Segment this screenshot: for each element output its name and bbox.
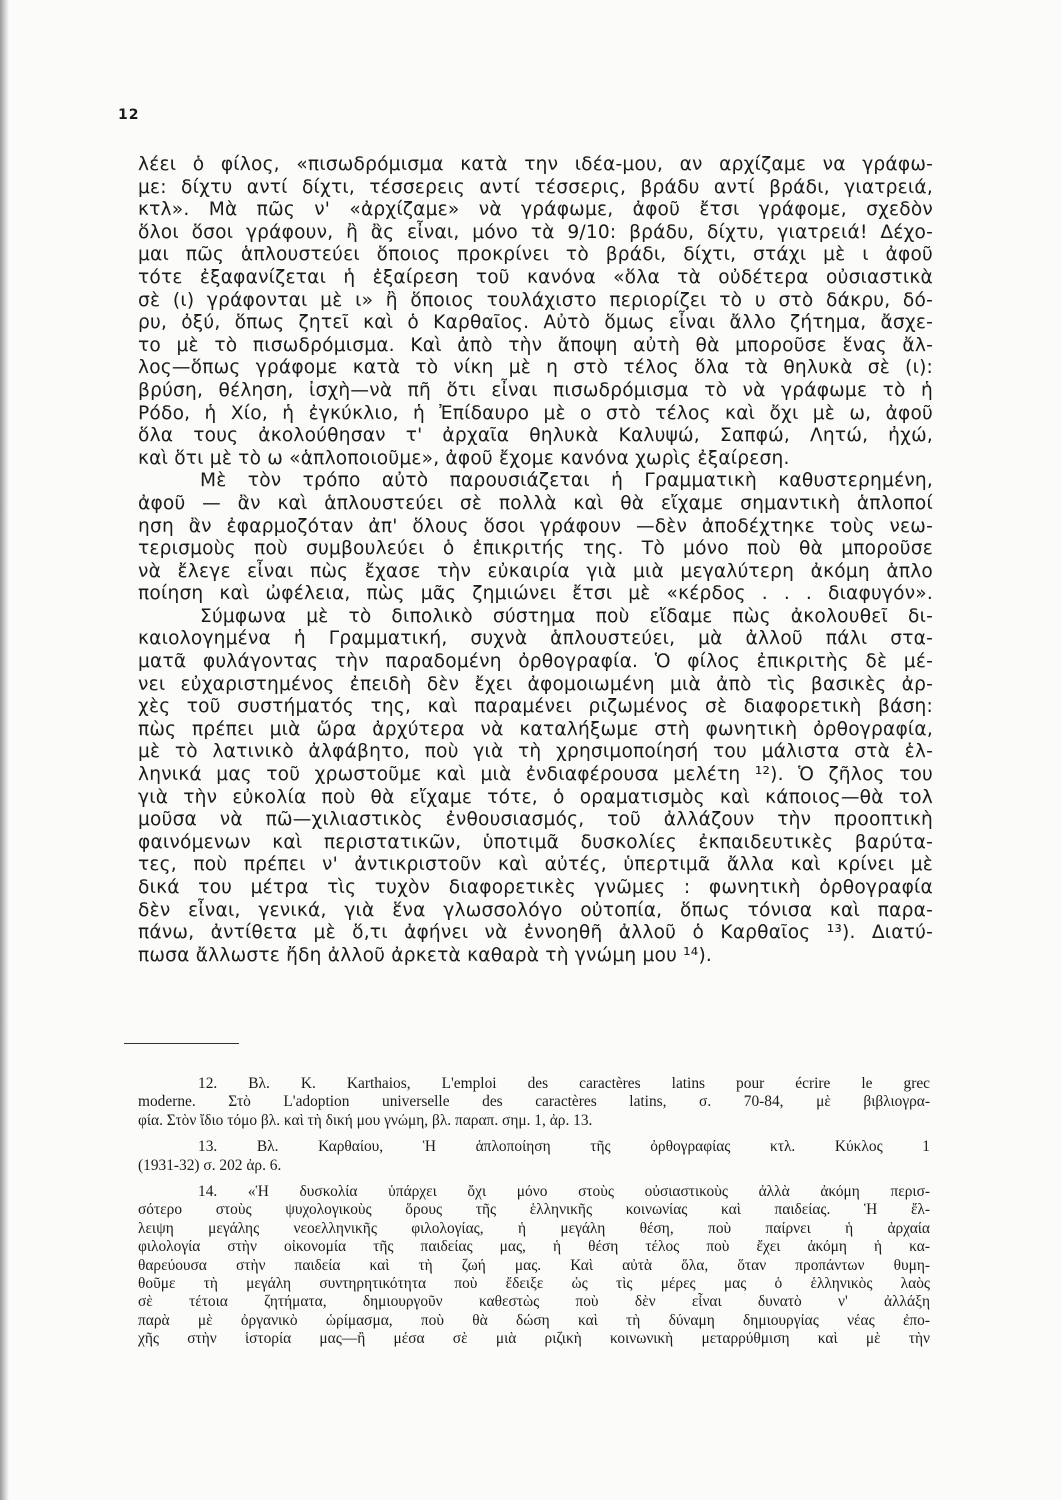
body-line: τερισμοὺς ποὺ συμβουλεύει ὁ ἐπικριτής της. Τὸ μόνο ποὺ θὰ μποροῦσε xyxy=(138,538,933,560)
footnote-line: moderne. Στὸ L'adoption universelle des caractères latins, σ. 70-84, μὲ βιβλιογρα- xyxy=(138,1093,930,1111)
body-line: χὲς τοῦ συστήματός της, καὶ παραμένει ριζωμένος σὲ διαφορετικὴ βάση: xyxy=(138,696,933,718)
footnote-line: 14. «Ἡ δυσκολία ὑπάρχει ὄχι μόνο στοὺς οὐσιαστικοὺς ἀλλὰ ἀκόμη περισ- xyxy=(198,1182,930,1200)
footnote-line: χῆς στὴν ἱστορία μας—ἢ μέσα σὲ μιὰ ριζικὴ κοινωνικὴ μεταρρύθμιση καὶ μὲ τὴν xyxy=(138,1330,930,1348)
body-line: ὅλοι ὅσοι γράφουν, ἢ ἂς εἶναι, μόνο τὰ 9/10: βράδυ, δίχτυ, γιατρειά! Δέχο- xyxy=(138,221,933,243)
footnote-line: λειψη μεγάλης νεοελληνικῆς φιλολογίας, ἡ μεγάλη θέση, ποὺ παίρνει ἡ ἀρχαία xyxy=(138,1219,930,1237)
body-line: ληνικά μας τοῦ χρωστοῦμε καὶ μιὰ ἐνδιαφέρουσα μελέτη ¹²). Ὁ ζῆλος του xyxy=(138,764,933,786)
body-text xyxy=(138,154,933,967)
body-line: νει εὐχαριστημένος ἐπειδὴ δὲν ἔχει ἀφομοιωμένη μιὰ ἀπὸ τὶς βασικὲς ἀρ- xyxy=(138,673,933,695)
body-line: πὼς πρέπει μιὰ ὥρα ἀρχύτερα νὰ καταλήξωμε στὴ φωνητικὴ ὀρθογραφία, xyxy=(138,718,933,740)
body-line: με: δίχτυ αντί δίχτι, τέσσερεις αντί τέσσερις, βράδυ αντί βράδι, γιατρειά, xyxy=(138,176,933,198)
footnote-line: σότερο στοὺς ψυχολογικοὺς ὅρους τῆς ἑλληνικῆς κοινωνίας καὶ παιδείας. Ἡ ἔλ- xyxy=(138,1201,930,1219)
footnote-line: φία. Στὸν ἴδιο τόμο βλ. καὶ τὴ δική μου γνώμη, βλ. παραπ. σημ. 1, ἀρ. 13. xyxy=(138,1111,593,1129)
footnote-line: σὲ τέτοια ζητήματα, δημιουργοῦν καθεστὼς ποὺ δὲν εἶναι δυνατὸ ν' ἀλλάξη xyxy=(138,1293,930,1311)
body-line: φαινόμενων καὶ περιστατικῶν, ὑποτιμᾶ δυσκολίες ἐκπαιδευτικὲς βαρύτα- xyxy=(138,831,933,853)
body-line: ηση ἂν ἐφαρμοζόταν ἀπ' ὅλους ὅσοι γράφουν —δὲν ἀποδέχτηκε τοὺς νεω- xyxy=(138,515,933,537)
footnote-14 xyxy=(138,1183,930,1349)
body-line: Σύμφωνα μὲ τὸ διπολικὸ σύστημα ποὺ εἴδαμε πὼς ἀκολουθεῖ δι- xyxy=(200,605,933,627)
footnote-line: 13. Βλ. Καρθαίου, Ἡ ἁπλοποίηση τῆς ὀρθογραφίας κτλ. Κύκλος 1 xyxy=(198,1138,930,1156)
body-line: καὶ ὅτι μὲ τὸ ω «ἁπλοποιοῦμε», ἀφοῦ ἔχομε κανόνα χωρὶς ἐξαίρεση. xyxy=(138,447,790,469)
body-line: Ρόδο, ἡ Χίο, ἡ ἐγκύκλιο, ἡ Ἐπίδαυρο μὲ ο στὸ τέλος καὶ ὄχι μὲ ω, ἀφοῦ xyxy=(138,402,933,424)
body-line: τες, ποὺ πρέπει ν' ἀντικριστοῦν καὶ αὐτές, ὑπερτιμᾶ ἄλλα καὶ κρίνει μὲ xyxy=(138,854,933,876)
page-number: 12 xyxy=(118,107,140,123)
footnotes xyxy=(138,1075,930,1348)
footnote-line: θαρεύουσα στὴν παιδεία καὶ τὴ ζωή μας. Καὶ αὐτὰ ὅλα, ὅταν προπάντων θυμη- xyxy=(138,1256,930,1274)
body-line: τότε ἐξαφανίζεται ἡ ἐξαίρεση τοῦ κανόνα «ὅλα τὰ οὐδέτερα οὐσιαστικὰ xyxy=(138,266,933,288)
body-line: κτλ». Μὰ πῶς ν' «ἀρχίζαμε» νὰ γράφωμε, ἀφοῦ ἔτσι γράφομε, σχεδὸν xyxy=(138,199,933,221)
footnote-rule xyxy=(124,1043,239,1044)
footnote-line: (1931-32) σ. 202 ἀρ. 6. xyxy=(138,1156,282,1174)
body-line: ὅλα τους ἀκολούθησαν τ' ἀρχαῖα θηλυκὰ Καλυψώ, Σαπφώ, Λητώ, ἠχώ, xyxy=(138,425,933,447)
footnote-line: φιλολογία στὴν οἰκονομία τῆς παιδείας μας, ἡ θέση τέλος ποὺ ἔχει ἀκόμη ἡ κα- xyxy=(138,1238,930,1256)
body-line: μαι πῶς ἁπλουστεύει ὅποιος προκρίνει τὸ βράδι, δίχτι, στάχι μὲ ι ἀφοῦ xyxy=(138,244,933,266)
body-line: δικά του μέτρα τὶς τυχὸν διαφορετικὲς γνῶμες : φωνητικὴ ὀρθογραφία xyxy=(138,877,933,898)
body-line: καιολογημένα ἡ Γραμματική, συχνὰ ἁπλουστεύει, μὰ ἀλλοῦ πάλι στα- xyxy=(138,628,933,650)
body-line: λος—ὅπως γράφομε κατὰ τὸ νίκη μὲ η στὸ τέλος ὅλα τὰ θηλυκὰ σὲ (ι): xyxy=(138,357,933,379)
body-line: ρυ, ὀξύ, ὅπως ζητεῖ καὶ ὁ Καρθαῖος. Αὐτὸ ὅμως εἶναι ἄλλο ζήτημα, ἄσχε- xyxy=(138,312,933,334)
footnote-line: 12. Βλ. K. Karthaios, L'emploi des caractères latins pour écrire le grec xyxy=(198,1075,930,1092)
body-line: γιὰ τὴν εὐκολία ποὺ θὰ εἴχαμε τότε, ὁ οραματισμὸς καὶ κάποιος—θὰ τολ xyxy=(138,786,933,808)
body-line: πωσα ἄλλωστε ἤδη ἀλλοῦ ἀρκετὰ καθαρὰ τὴ γνώμη μου ¹⁴). xyxy=(138,944,713,966)
footnote-13 xyxy=(138,1138,930,1175)
body-line: πάνω, ἀντίθετα μὲ ὅ,τι ἀφήνει νὰ ἐννοηθῆ ἀλλοῦ ὁ Καρθαῖος ¹³). Διατύ- xyxy=(138,922,933,944)
body-line: ποίηση καὶ ὠφέλεια, πὼς μᾶς ζημιώνει ἔτσι μὲ «κέρδος . . . διαφυγόν». xyxy=(138,583,933,605)
body-line: βρύση, θέληση, ἰσχὴ—νὰ πῆ ὅτι εἶναι πισωδρόμισμα τὸ νὰ γράφωμε τὸ ἡ xyxy=(138,379,933,401)
footnote-12 xyxy=(138,1075,930,1130)
body-line: σὲ (ι) γράφονται μὲ ι» ἢ ὅποιος τουλάχιστο περιορίζει τὸ υ στὸ δάκρυ, δό- xyxy=(138,289,933,311)
body-line: λέει ὁ φίλος, «πισωδρόμισμα κατὰ την ιδέα-μου, αν αρχίζαμε να γράφω- xyxy=(138,154,933,175)
footnote-line: θοῦμε τὴ μεγάλη συντηρητικότητα ποὺ ἔδειξε ὡς τὶς μέρες μας ὁ ἑλληνικὸς λαὸς xyxy=(138,1274,930,1292)
body-line: δὲν εἶναι, γενικά, γιὰ ἕνα γλωσσολόγο οὐτοπία, ὅπως τόνισα καὶ παρα- xyxy=(138,899,933,921)
body-line: νὰ ἔλεγε εἶναι πὼς ἔχασε τὴν εὐκαιρία γιὰ μιὰ μεγαλύτερη ἀκόμη ἁπλο xyxy=(138,560,933,582)
page-edge-shadow xyxy=(0,0,9,1500)
footnote-line: παρὰ μὲ ὀργανικὸ ὡρίμασμα, ποὺ θὰ δώση καὶ τὴ δύναμη δημιουργίας νέας ἐπο- xyxy=(138,1311,930,1329)
body-line: το μὲ τὸ πισωδρόμισμα. Καὶ ἀπὸ τὴν ἄποψη αὐτὴ θὰ μποροῦσε ἕνας ἄλ- xyxy=(138,334,933,356)
body-line: Μὲ τὸν τρόπο αὐτὸ παρουσιάζεται ἡ Γραμματικὴ καθυστερημένη, xyxy=(200,470,933,492)
body-line: μοῦσα νὰ πῶ—χιλιαστικὸς ἐνθουσιασμός, τοῦ ἀλλάζουν τὴν προοπτικὴ xyxy=(138,809,933,831)
body-line: μὲ τὸ λατινικὸ ἀλφάβητο, ποὺ γιὰ τὴ χρησιμοποίησή του μάλιστα στὰ ἑλ- xyxy=(138,741,933,763)
body-line: ἀφοῦ — ἂν καὶ ἁπλουστεύει σὲ πολλὰ καὶ θὰ εἴχαμε σημαντικὴ ἁπλοποί xyxy=(138,492,933,514)
body-line: ματᾶ φυλάγοντας τὴν παραδομένη ὀρθογραφία. Ὁ φίλος ἐπικριτὴς δὲ μέ- xyxy=(138,651,933,673)
